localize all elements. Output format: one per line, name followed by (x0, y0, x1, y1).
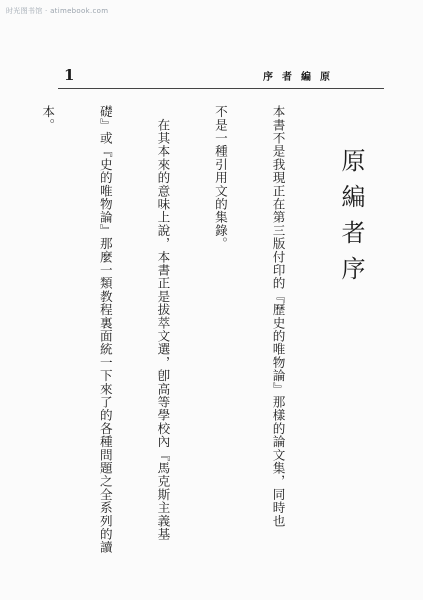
running-head: 序者編原 (263, 72, 339, 83)
watermark: 时光图书馆 · atimebook.com (6, 7, 109, 15)
text-line: 礎』或『史的唯物論』那麼一類教程裏面統一下來了的各種問題之全系列的讀 (97, 105, 113, 554)
page-number: 1 (64, 66, 75, 84)
text-line: 本書不是我現正在第三版付印的『歷史的唯物論』那樣的論文集，同時也 (270, 105, 286, 528)
body-text (40, 105, 326, 554)
header-rule (58, 88, 384, 89)
text-line: 在其本來的意味上說，本書正是拔萃文選，卽高等學校內『馬克斯主義基 (155, 105, 171, 541)
text-line: 本。 (40, 105, 56, 132)
text-line: 不是一種引用文的集錄。 (212, 105, 228, 251)
chapter-title: 原編者序 (337, 148, 365, 292)
